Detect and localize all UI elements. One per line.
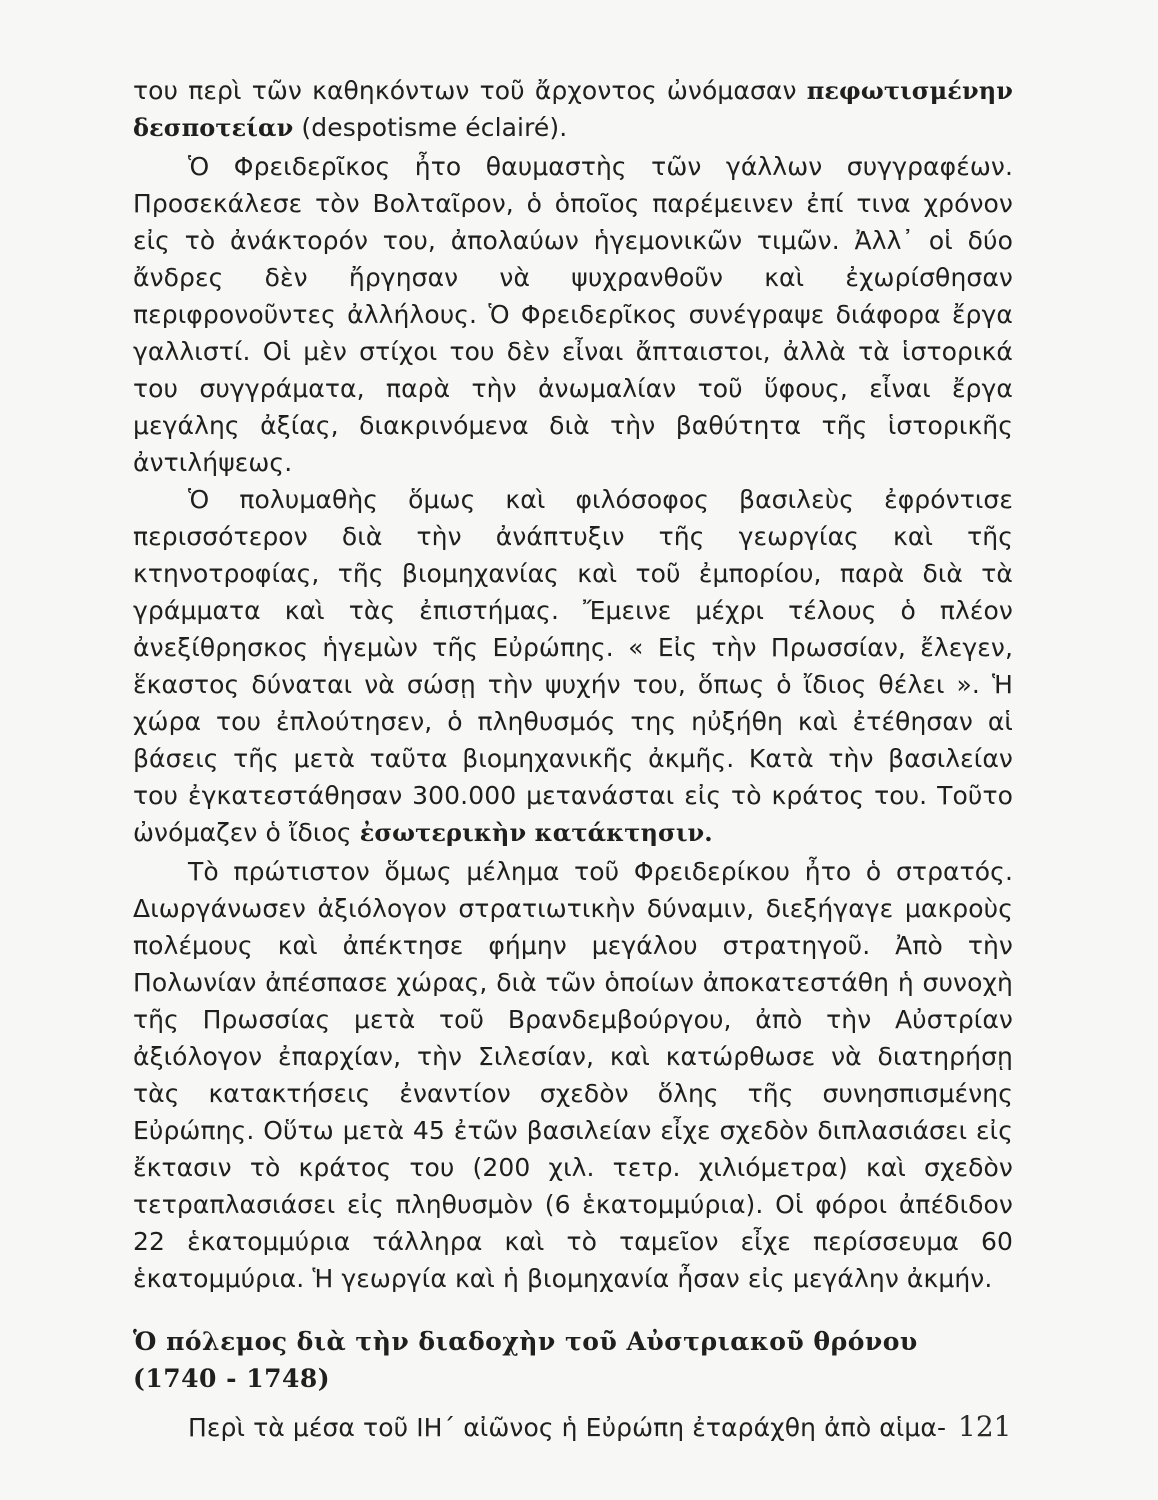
paragraph-text: Ὁ πολυμαθὴς ὅμως καὶ φιλόσοφος βασιλεὺς ἐφρόντισε περισσότερον διὰ τὴν ἀνάπτυξιν τῆς γεωργίας καὶ τῆς κτηνοτροφίας, τῆς βιομηχανίας καὶ τοῦ ἐμπορίου, παρὰ διὰ τὰ γράμματα καὶ τὰς ἐπιστήμας. Ἔμεινε μέχρι τέλους ὁ πλέον ἀνεξίθρησκος ἡγεμὼν τῆς Εὐρώπης. « Εἰς τὴν Πρωσσίαν, ἔλεγεν, ἕκαστος δύναται νὰ σώσῃ τὴν ψυχήν του, ὅπως ὁ ἴδιος θέλει ». Ἡ χώρα του ἐπλούτησεν, ὁ πληθυσμός της ηὐξήθη καὶ ἐτέθησαν αἱ βάσεις τῆς μετὰ ταῦτα βιομηχανικῆς ἀκμῆς. Κατὰ τὴν βασιλείαν του ἐγκατεστάθησαν 300.000 μετανάσται εἰς τὸ κράτος του. Τοῦτο ὠνόμαζεν ὁ ἴδιος: [133, 485, 1013, 847]
section-title: Ὁ πόλεμος διὰ τὴν διαδοχὴν τοῦ Αὐστριακοῦ θρόνου: [133, 1327, 918, 1356]
paragraph-voltaire: Ὁ Φρειδερῖκος ἦτο θαυμαστὴς τῶν γάλλων συγγραφέων. Προσεκάλεσε τὸν Βολταῖρον, ὁ ὁποῖος παρέμεινεν ἐπί τινα χρόνον εἰς τὸ ἀνάκτορόν του, ἀπολαύων ἡγεμονικῶν τιμῶν. Ἀλλ᾿ οἱ δύο ἄνδρες δὲν ἤργησαν νὰ ψυχρανθοῦν καὶ ἐχωρίσθησαν περιφρονοῦντες ἀλλήλους. Ὁ Φρειδερῖκος συνέγραψε διάφορα ἔργα γαλλιστί. Οἱ μὲν στίχοι του δὲν εἶναι ἄπταιστοι, ἀλλὰ τὰ ἱστορικά του συγγράματα, παρὰ τὴν ἀνωμαλίαν τοῦ ὕφους, εἶναι ἔργα μεγάλης ἀξίας, διακρινόμενα διὰ τὴν βαθύτητα τῆς ἱστορικῆς ἀντιλήψεως.: [133, 152, 1013, 477]
section-years: (1740 - 1748): [133, 1364, 331, 1393]
paragraph-economy: [133, 481, 1013, 851]
paragraph-enlightened-despotism: [133, 72, 1013, 146]
bold-term: ἐσωτερικὴν κατάκτησιν.: [359, 818, 713, 847]
section-first-line: Περὶ τὰ μέσα τοῦ ΙΗ΄ αἰῶνος ἡ Εὐρώπη ἐταράχθη ἀπὸ αἱμα-: [188, 1413, 947, 1442]
bold-term: πεφωτισμένην δεσποτείαν: [133, 76, 1013, 142]
section-heading: [133, 1323, 1013, 1397]
book-page: [133, 72, 1013, 1446]
page-number: 121: [958, 1410, 1012, 1443]
paragraph-text: (despotisme éclairé).: [293, 113, 568, 142]
paragraph-army: Τὸ πρώτιστον ὅμως μέλημα τοῦ Φρειδερίκου ἦτο ὁ στρατός. Διωργάνωσεν ἀξιόλογον στρατιωτικὴν δύναμιν, διεξήγαγε μακροὺς πολέμους καὶ ἀπέκτησε φήμην μεγάλου στρατηγοῦ. Ἀπὸ τὴν Πολωνίαν ἀπέσπασε χώρας, διὰ τῶν ὁποίων ἀποκατεστάθη ἡ συνοχὴ τῆς Πρωσσίας μετὰ τοῦ Βρανδεμβούργου, ἀπὸ τὴν Αὐστρίαν ἀξιόλογον ἐπαρχίαν, τὴν Σιλεσίαν, καὶ κατώρθωσε νὰ διατηρήσῃ τὰς κατακτήσεις ἐναντίον σχεδὸν ὅλης τῆς συνησπισμένης Εὐρώπης. Οὕτω μετὰ 45 ἐτῶν βασιλείαν εἶχε σχεδὸν διπλασιάσει εἰς ἔκτασιν τὸ κράτος του (200 χιλ. τετρ. χιλιόμετρα) καὶ σχεδὸν τετραπλασιάσει εἰς πληθυσμὸν (6 ἑκατομμύρια). Οἱ φόροι ἀπέδιδον 22 ἑκατομμύρια τάλληρα καὶ τὸ ταμεῖον εἶχε περίσσευμα 60 ἑκατομμύρια. Ἡ γεωργία καὶ ἡ βιομηχανία ἦσαν εἰς μεγάλην ἀκμήν.: [133, 857, 1013, 1293]
paragraph-text: του περὶ τῶν καθηκόντων τοῦ ἄρχοντος ὠνόμασαν: [133, 76, 807, 105]
